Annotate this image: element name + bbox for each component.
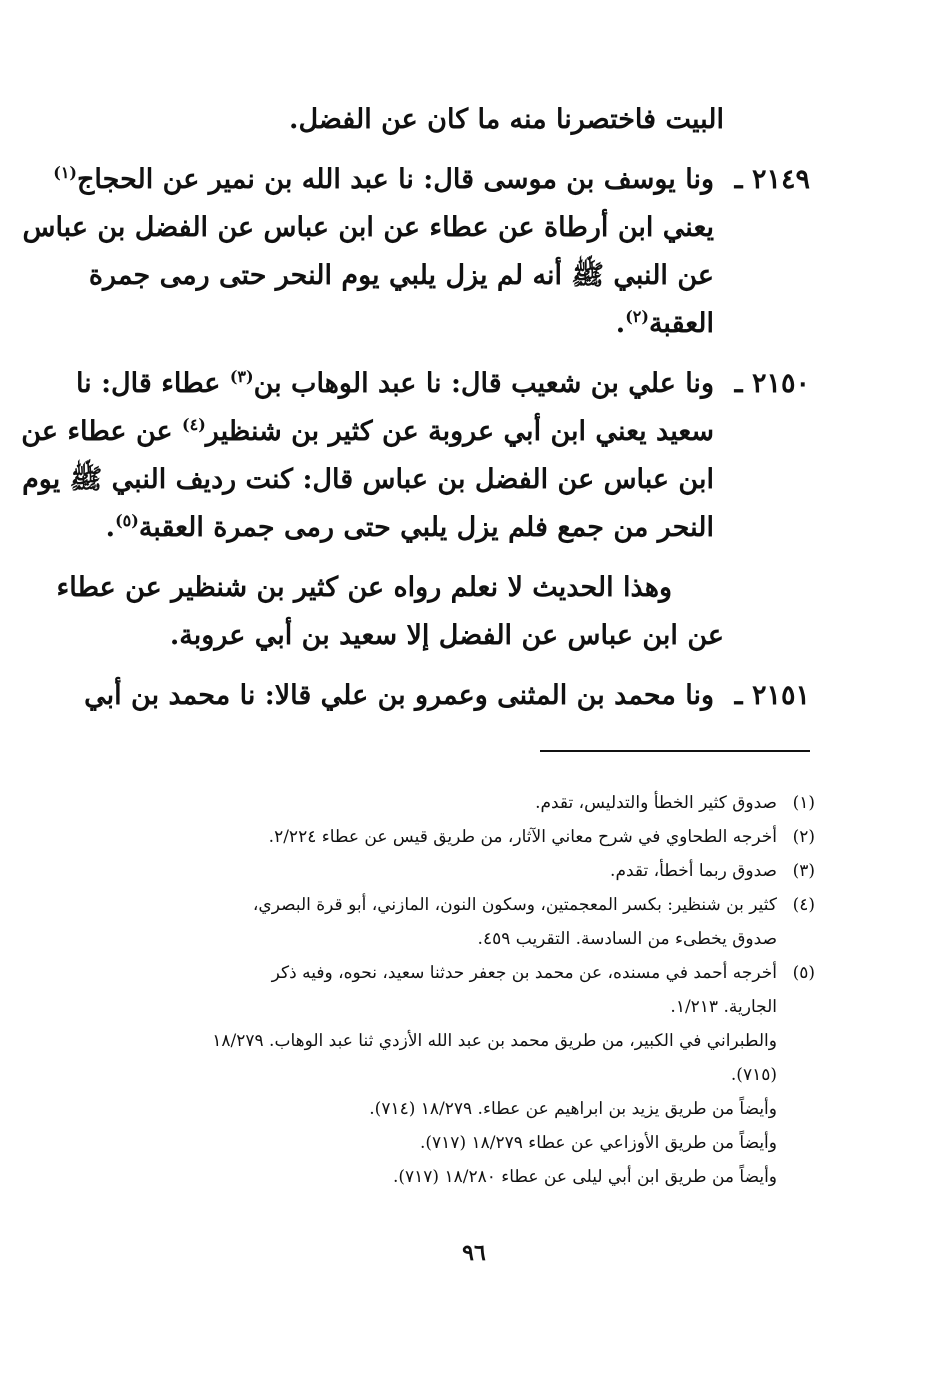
text-line xyxy=(21,360,714,408)
footnote-line: وأيضاً من طريق يزيد بن ابراهيم عن عطاء. ١٨/٢٧٩ (٧١٤). xyxy=(369,1099,777,1119)
text-span: سعيد يعني ابن أبي عروبة عن كثير بن شنظير xyxy=(205,416,714,447)
footnote-text xyxy=(110,820,777,854)
footnote-line: وأيضاً من طريق الأوزاعي عن عطاء ١٨/٢٧٩ (٧١٧). xyxy=(420,1133,777,1153)
footnote xyxy=(110,888,815,956)
text-span: . xyxy=(615,308,626,339)
footnote xyxy=(110,786,815,820)
hadith-text xyxy=(22,156,724,348)
text-line: عن ابن عباس عن الفضل إلا سعيد بن أبي عروبة. xyxy=(169,620,724,651)
footnote-text xyxy=(110,888,777,956)
footnote-ref[interactable]: (٥) xyxy=(115,511,139,530)
footnote xyxy=(110,956,815,1024)
hadith-number: ٢١٥٠ ـ xyxy=(734,368,810,399)
footnote-text xyxy=(110,956,777,1024)
footnote-ref[interactable]: (٤) xyxy=(182,415,206,434)
text-line xyxy=(21,408,714,456)
footnote-line: كثير بن شنظير: بكسر المعجمتين، وسكون النون، المازني، أبو قرة البصري، xyxy=(252,895,777,915)
footnote-number: (١) xyxy=(792,793,815,813)
footnote-line: وأيضاً من طريق ابن أبي ليلى عن عطاء ١٨/٢٨٠ (٧١٧). xyxy=(392,1167,777,1187)
text-line: البيت فاختصرنا منه ما كان عن الفضل. xyxy=(289,104,724,135)
text-line xyxy=(21,504,714,552)
footnote-text xyxy=(110,786,777,820)
hadith-2150 xyxy=(21,360,810,552)
text-span: . xyxy=(105,512,116,543)
text-span: النحر من جمع فلم يزل يلبي حتى رمى جمرة العقبة xyxy=(138,512,714,543)
comment-paragraph xyxy=(56,564,810,660)
hadith-number: ٢١٥١ ـ xyxy=(734,680,810,711)
footnote-number: (٢) xyxy=(792,827,815,847)
footnote-text xyxy=(110,854,777,888)
main-text xyxy=(21,96,810,720)
footnote-ref[interactable]: (٢) xyxy=(625,307,649,326)
footnote-line: صدوق يخطىء من السادسة. التقريب ٤٥٩. xyxy=(477,929,777,949)
footnote-separator xyxy=(540,750,810,752)
hadith-text xyxy=(84,672,724,720)
footnote-ref[interactable]: (٣) xyxy=(229,367,254,386)
footnotes xyxy=(110,786,815,1194)
footnote-continuation xyxy=(110,1024,815,1092)
page-number: ٩٦ xyxy=(462,1240,486,1266)
text-span: ونا علي بن شعيب قال: نا عبد الوهاب بن xyxy=(253,368,714,399)
text-span: ونا يوسف بن موسى قال: نا عبد الله بن نمير عن الحجاج xyxy=(77,164,714,195)
text-span: عطاء قال: نا xyxy=(75,368,221,399)
text-line xyxy=(22,156,714,204)
text-line: عن النبي ﷺ أنه لم يزل يلبي يوم النحر حتى رمى جمرة xyxy=(88,260,714,291)
footnote-line: والطبراني في الكبير، من طريق محمد بن عبد الله الأزدي ثنا عبد الوهاب. ١٨/٢٧٩ xyxy=(212,1031,777,1051)
footnote-continuation xyxy=(110,1092,815,1194)
hadith-number: ٢١٤٩ ـ xyxy=(734,164,810,195)
hadith-2151 xyxy=(84,672,810,720)
footnote-line: صدوق ربما أخطأ، تقدم. xyxy=(610,861,777,881)
footnote xyxy=(110,854,815,888)
footnote-line: الجارية. ١/٢١٣. xyxy=(670,997,777,1017)
text-span: عن عطاء عن xyxy=(21,416,173,447)
footnote xyxy=(110,820,815,854)
footnote-line: صدوق كثير الخطأ والتدليس، تقدم. xyxy=(535,793,777,813)
text-line: وهذا الحديث لا نعلم رواه عن كثير بن شنظير عن عطاء xyxy=(56,572,672,603)
text-line: ابن عباس عن الفضل بن عباس قال: كنت رديف النبي ﷺ يوم xyxy=(22,464,714,495)
footnote-line: أخرجه الطحاوي في شرح معاني الآثار، من طريق قيس عن عطاء ٢/٢٢٤. xyxy=(268,827,777,847)
footnote-number: (٥) xyxy=(792,963,815,983)
footnote-ref[interactable]: (١) xyxy=(53,163,77,182)
footnote-line: (٧١٥). xyxy=(730,1065,777,1085)
intro-paragraph xyxy=(110,96,810,144)
text-line xyxy=(22,300,714,348)
text-span: العقبة xyxy=(648,308,714,339)
hadith-2149 xyxy=(22,156,810,348)
text-line: ونا محمد بن المثنى وعمرو بن علي قالا: نا محمد بن أبي xyxy=(84,680,714,711)
footnote-line: أخرجه أحمد في مسنده، عن محمد بن جعفر حدثنا سعيد، نحوه، وفيه ذكر xyxy=(271,963,777,983)
text-line: يعني ابن أرطاة عن عطاء عن ابن عباس عن الفضل بن عباس xyxy=(22,212,714,243)
footnote-number: (٣) xyxy=(792,861,815,881)
footnote-number: (٤) xyxy=(792,895,815,915)
hadith-text xyxy=(21,360,724,552)
